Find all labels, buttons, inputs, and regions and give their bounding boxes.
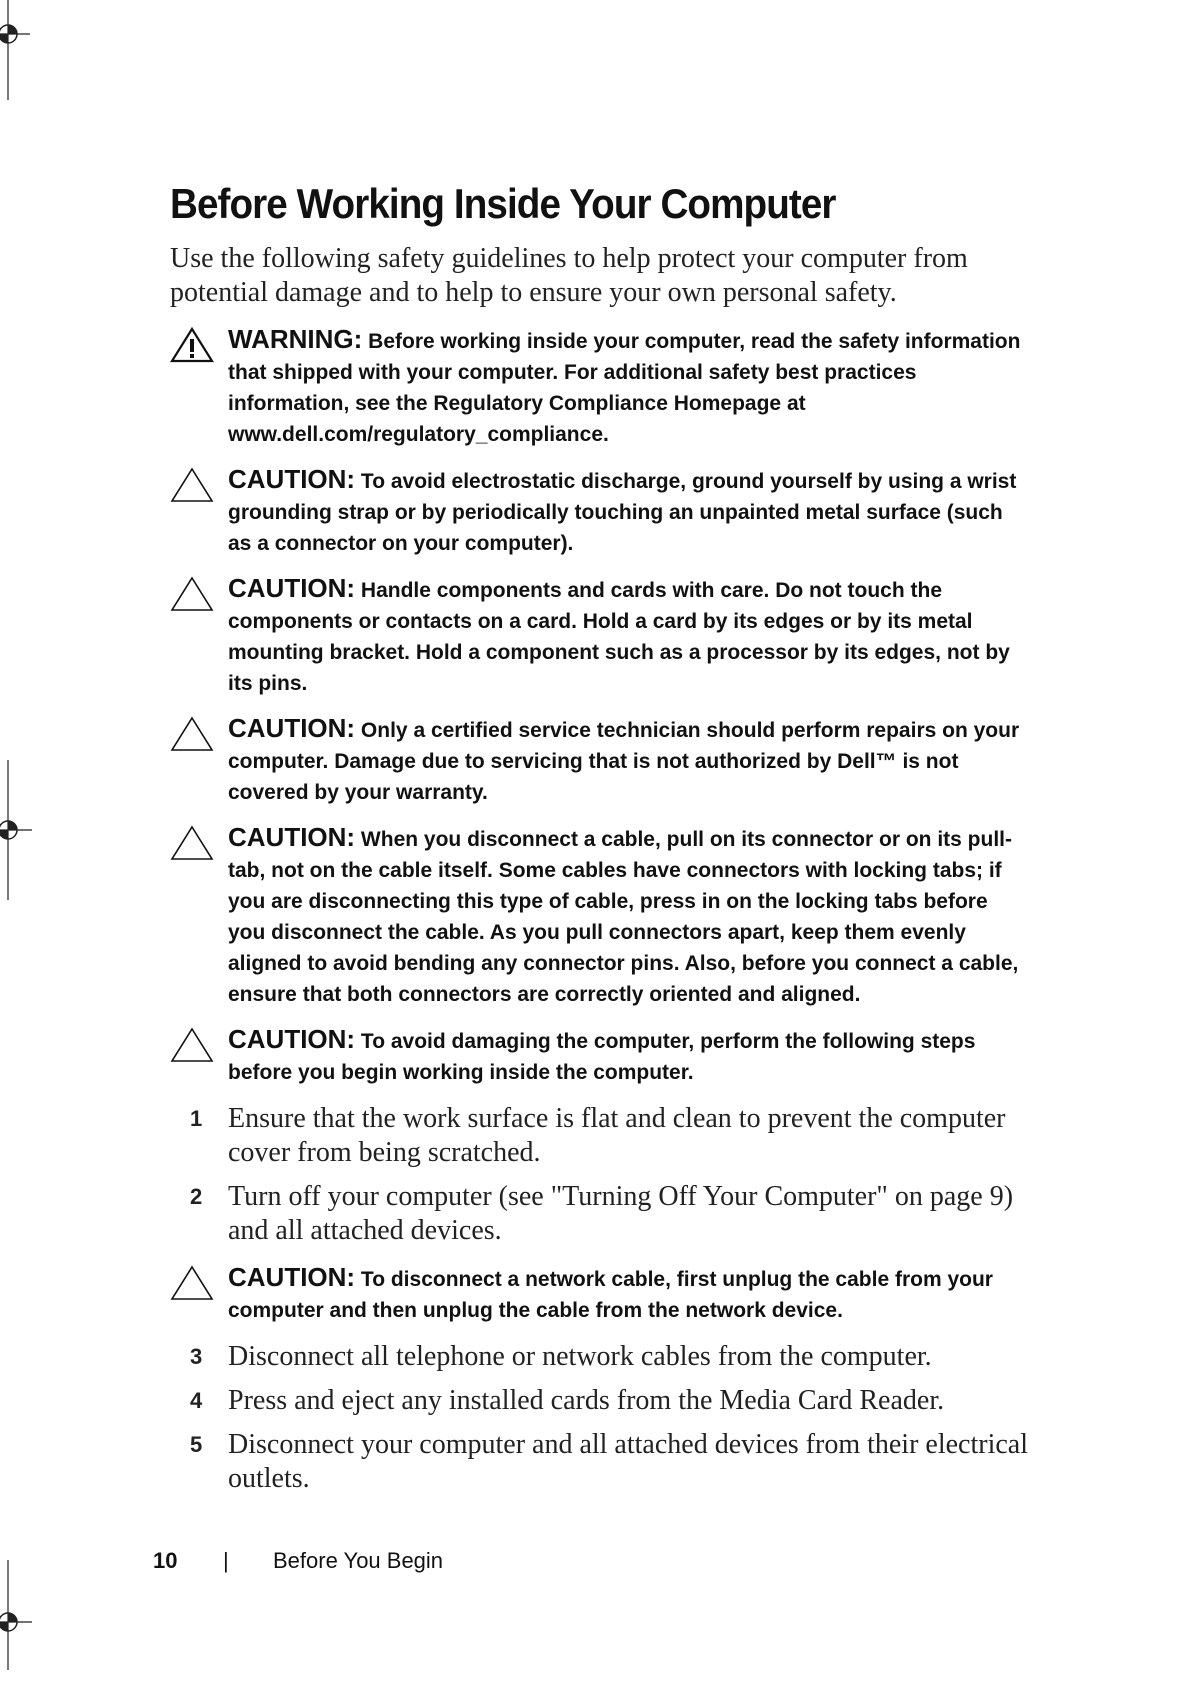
step-list (170, 1102, 1030, 1248)
intro-paragraph: Use the following safety guidelines to help protect your computer from potential damage and to help to ensure your own personal safety. (170, 243, 968, 308)
caution-icon (170, 575, 214, 613)
notice-text: When you disconnect a cable, pull on its connector or on its pull-tab, not on the cable itself. Some cables have connectors with locking tabs; if you are disconnecting this type of cable, press in on the locking tabs before you disconnect the cable. As you pull connectors apart, keep them evenly aligned to avoid bending any connector pins. Also, before you connect a cable, ensure that both connectors are correctly oriented and aligned. (228, 828, 1019, 1006)
notice-label: CAUTION: (228, 1024, 356, 1054)
registration-mark-bottom (0, 1560, 40, 1670)
page-number: 10 (153, 1548, 178, 1573)
caution-notice (170, 464, 1030, 559)
footer-separator: | (223, 1548, 229, 1573)
step-list (170, 1340, 1030, 1496)
notice-label: CAUTION: (228, 1262, 356, 1292)
notice-text: To disconnect a network cable, first unplug the cable from your computer and then unplug the cable from the network device. (228, 1268, 993, 1322)
notice-text: Handle components and cards with care. Do not touch the components or contacts on a card. Hold a card by its edges or by its metal mounting bracket. Hold a component such as a processor by its edges, not by its pins. (228, 579, 1010, 695)
notice-label: WARNING: (228, 324, 363, 354)
list-item (170, 1340, 1030, 1374)
caution-notice (170, 713, 1030, 808)
caution-notice (170, 1024, 1030, 1088)
step-number: 2 (190, 1184, 203, 1209)
notice-text: To avoid damaging the computer, perform the following steps before you begin working inside the computer. (228, 1030, 976, 1084)
caution-notice (170, 822, 1030, 1010)
caution-icon (170, 824, 214, 862)
list-item (170, 1102, 1030, 1170)
step-number: 1 (190, 1106, 203, 1131)
page-footer (153, 1548, 443, 1574)
notice-label: CAUTION: (228, 573, 356, 603)
notice-text: Before working inside your computer, read the safety information that shipped with your computer. For additional safety best practices information, see the Regulatory Compliance Homepage at www.dell.com/regulatory_compliance. (228, 330, 1021, 446)
list-item (170, 1428, 1030, 1496)
section-title: Before You Begin (273, 1548, 444, 1573)
page-content (170, 180, 1030, 1510)
warning-notice (170, 324, 1030, 450)
step-number: 3 (190, 1344, 203, 1369)
warning-icon (170, 326, 214, 364)
step-number: 5 (190, 1432, 203, 1457)
step-text: Disconnect your computer and all attached devices from their electrical outlets. (228, 1429, 1028, 1494)
step-text: Turn off your computer (see "Turning Off Your Computer" on page 9) and all attached devices. (228, 1181, 1014, 1246)
caution-icon (170, 1264, 214, 1302)
caution-icon (170, 1026, 214, 1064)
step-text: Ensure that the work surface is flat and clean to prevent the computer cover from being scratched. (228, 1103, 1006, 1168)
notice-label: CAUTION: (228, 822, 356, 852)
step-number: 4 (190, 1388, 203, 1413)
step-text: Press and eject any installed cards from the Media Card Reader. (228, 1385, 945, 1416)
notice-label: CAUTION: (228, 464, 356, 494)
caution-icon (170, 715, 214, 753)
caution-notice (170, 1262, 1030, 1326)
notice-label: CAUTION: (228, 713, 356, 743)
list-item (170, 1180, 1030, 1248)
caution-notice (170, 573, 1030, 699)
caution-icon (170, 466, 214, 504)
notice-text: Only a certified service technician should perform repairs on your computer. Damage due to servicing that is not authorized by Dell™ is not covered by your warranty. (228, 719, 1020, 804)
list-item (170, 1384, 1030, 1418)
page-title: Before Working Inside Your Computer (170, 180, 836, 227)
registration-mark-middle (0, 760, 40, 900)
registration-mark-top (0, 0, 40, 100)
notice-text: To avoid electrostatic discharge, ground yourself by using a wrist grounding strap or by periodically touching an unpainted metal surface (such as a connector on your computer). (228, 470, 1017, 555)
step-text: Disconnect all telephone or network cables from the computer. (228, 1341, 932, 1372)
